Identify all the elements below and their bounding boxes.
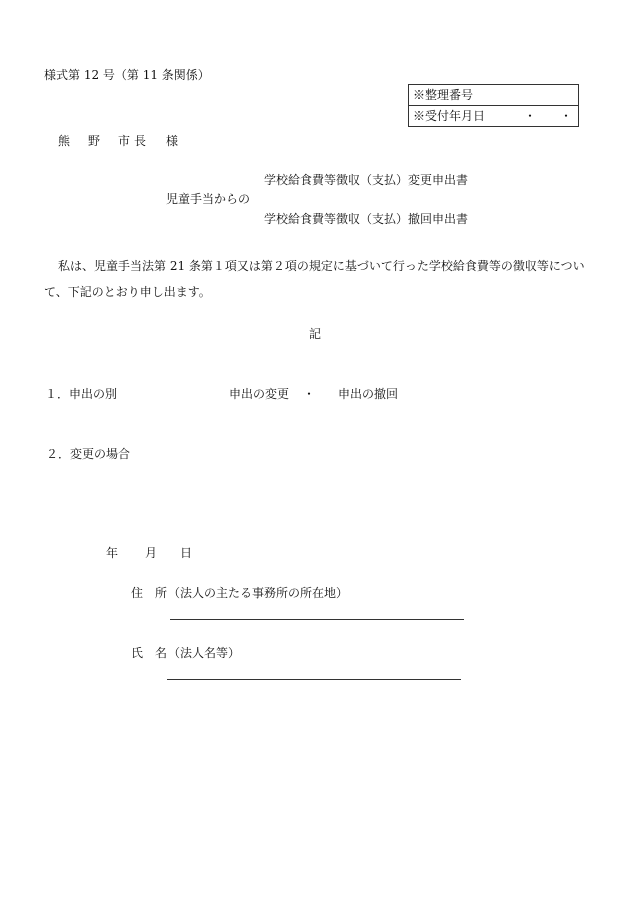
addressee-char-3: 市 [118, 134, 131, 148]
address-underline[interactable] [170, 619, 464, 620]
date-day: 日 [180, 546, 193, 560]
receipt-date-label: ※受付年月日 [413, 109, 486, 123]
body-text-line-2: て、下記のとおり申し出ます。 [44, 285, 211, 299]
choice-withdraw[interactable]: 申出の撤回 [338, 387, 399, 401]
name-char-2: 名 [155, 646, 168, 660]
addressee-char-2: 野 [88, 134, 101, 148]
form-number: 様式第 12 号（第 11 条関係） [44, 68, 210, 82]
addressee-char-1: 熊 [58, 134, 71, 148]
receipt-date-dots: ・ ・ [524, 109, 573, 123]
item-1-label: １．申出の別 [45, 387, 118, 401]
title-prefix: 児童手当からの [166, 192, 251, 206]
addressee-honorific: 様 [166, 134, 179, 148]
ref-number-label: ※整理番号 [413, 88, 474, 102]
body-text-line-1: 私は、児童手当法第 21 条第１項又は第２項の規定に基づいて行った学校給食費等の徴収等につい [58, 259, 585, 273]
name-underline[interactable] [167, 679, 461, 680]
date-year: 年 [106, 546, 119, 560]
name-char-1: 氏 [131, 646, 144, 660]
address-char-2: 所 [155, 586, 168, 600]
address-char-1: 住 [131, 586, 144, 600]
ki-heading: 記 [309, 327, 322, 341]
receipt-date-row [409, 105, 578, 126]
item-2-label: ２．変更の場合 [46, 447, 131, 461]
ref-number-row [409, 85, 578, 105]
title-option-withdraw: 学校給食費等徴収（支払）撤回申出書 [264, 212, 469, 226]
addressee-char-4: 長 [134, 134, 147, 148]
name-note: （法人名等） [168, 646, 241, 660]
choice-separator: ・ [303, 387, 316, 401]
date-month: 月 [145, 546, 158, 560]
title-option-change: 学校給食費等徴収（支払）変更申出書 [264, 173, 469, 187]
reference-box [408, 84, 579, 127]
choice-change[interactable]: 申出の変更 [229, 387, 290, 401]
address-note: （法人の主たる事務所の所在地） [168, 586, 349, 600]
